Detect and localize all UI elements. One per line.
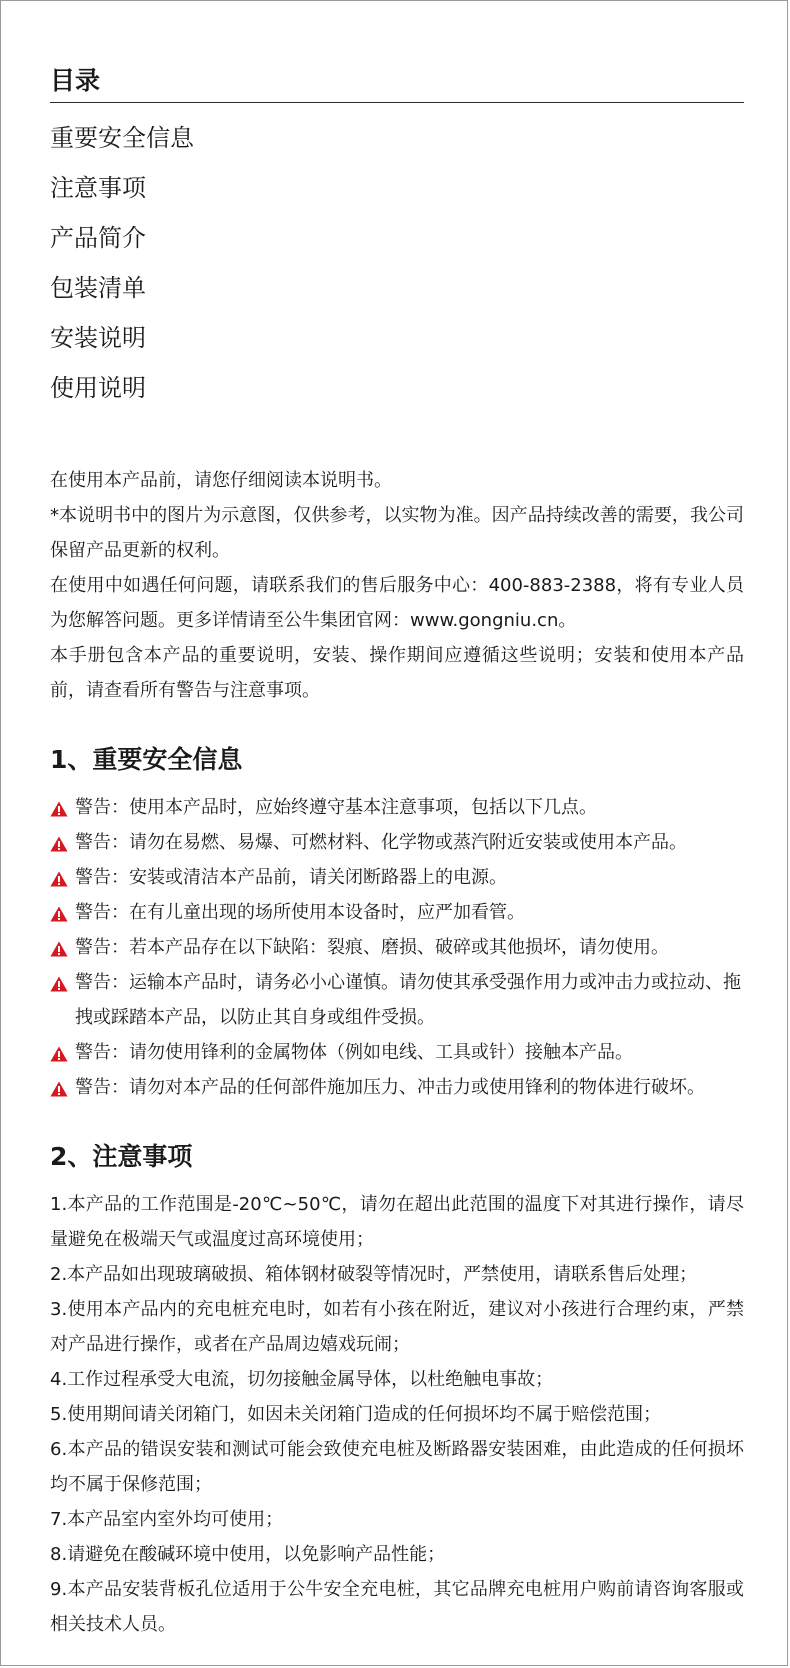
precaution-item: 4.工作过程承受大电流，切勿接触金属导体，以杜绝触电事故； bbox=[50, 1369, 554, 1390]
toc-item-product-intro[interactable]: 产品简介 bbox=[50, 224, 146, 252]
warning-triangle-icon bbox=[50, 836, 68, 852]
precaution-item: 3.使用本产品内的充电桩充电时，如若有小孩在附近，建议对小孩进行合理约束，严禁对产品进行操作，或者在产品周边嬉戏玩闹； bbox=[50, 1299, 744, 1355]
warning-item bbox=[50, 860, 744, 895]
warning-triangle-icon bbox=[50, 976, 68, 992]
warning-text: 警告：请勿使用锋利的金属物体（例如电线、工具或针）接触本产品。 bbox=[75, 1042, 633, 1063]
precaution-item: 6.本产品的错误安装和测试可能会致使充电桩及断路器安装困难，由此造成的任何损坏均不属于保修范围； bbox=[50, 1439, 744, 1495]
warning-text: 警告：若本产品存在以下缺陷：裂痕、磨损、破碎或其他损坏，请勿使用。 bbox=[75, 937, 669, 958]
warning-list bbox=[50, 790, 744, 1105]
warning-triangle-icon bbox=[50, 871, 68, 887]
toc-item-usage[interactable]: 使用说明 bbox=[50, 374, 146, 402]
warning-text: 警告：运输本产品时，请务必小心谨慎。请勿使其承受强作用力或冲击力或拉动、拖拽或踩踏本产品，以防止其自身或组件受损。 bbox=[75, 972, 741, 1028]
toc-item-precautions[interactable]: 注意事项 bbox=[50, 174, 146, 202]
warning-item bbox=[50, 1070, 744, 1105]
warning-item bbox=[50, 1035, 744, 1070]
intro-paragraph: 在使用本产品前，请您仔细阅读本说明书。 bbox=[50, 470, 392, 491]
toc-title: 目录 bbox=[50, 63, 744, 103]
warning-triangle-icon bbox=[50, 941, 68, 957]
toc-item-installation[interactable]: 安装说明 bbox=[50, 324, 146, 352]
warning-triangle-icon bbox=[50, 801, 68, 817]
precaution-item: 9.本产品安装背板孔位适用于公牛安全充电桩，其它品牌充电桩用户购前请咨询客服或相关技术人员。 bbox=[50, 1579, 744, 1635]
toc-item-package-list[interactable]: 包装清单 bbox=[50, 274, 146, 302]
intro-block bbox=[50, 463, 744, 708]
toc-item-safety[interactable]: 重要安全信息 bbox=[50, 124, 194, 152]
warning-item bbox=[50, 965, 744, 1035]
manual-content bbox=[50, 63, 744, 1642]
section-precautions-title: 2、注意事项 bbox=[50, 1142, 193, 1171]
warning-item bbox=[50, 895, 744, 930]
warning-text: 警告：请勿对本产品的任何部件施加压力、冲击力或使用锋利的物体进行破坏。 bbox=[75, 1077, 705, 1098]
warning-item bbox=[50, 930, 744, 965]
warning-text: 警告：安装或清洁本产品前，请关闭断路器上的电源。 bbox=[75, 867, 507, 888]
precaution-item: 8.请避免在酸碱环境中使用，以免影响产品性能； bbox=[50, 1544, 446, 1565]
section-safety-title: 1、重要安全信息 bbox=[50, 745, 243, 774]
precaution-item: 2.本产品如出现玻璃破损、箱体钢材破裂等情况时，严禁使用，请联系售后处理； bbox=[50, 1264, 698, 1285]
warning-triangle-icon bbox=[50, 906, 68, 922]
warning-text: 警告：请勿在易燃、易爆、可燃材料、化学物或蒸汽附近安装或使用本产品。 bbox=[75, 832, 687, 853]
intro-disclaimer: *本说明书中的图片为示意图，仅供参考，以实物为准。因产品持续改善的需要，我公司保留产品更新的权利。 bbox=[50, 505, 744, 561]
intro-service-contact: 在使用中如遇任何问题，请联系我们的售后服务中心：400-883-2388，将有专业人员为您解答问题。更多详情请至公牛集团官网：www.gongniu.cn。 bbox=[50, 575, 744, 631]
warning-triangle-icon bbox=[50, 1046, 68, 1062]
warning-text: 警告：在有儿童出现的场所使用本设备时，应严加看管。 bbox=[75, 902, 525, 923]
toc-list bbox=[50, 113, 744, 413]
intro-manual-note: 本手册包含本产品的重要说明，安装、操作期间应遵循这些说明；安装和使用本产品前，请查看所有警告与注意事项。 bbox=[50, 645, 744, 701]
precaution-item: 5.使用期间请关闭箱门，如因未关闭箱门造成的任何损坏均不属于赔偿范围； bbox=[50, 1404, 662, 1425]
warning-triangle-icon bbox=[50, 1081, 68, 1097]
precaution-item: 7.本产品室内室外均可使用； bbox=[50, 1509, 284, 1530]
warning-item bbox=[50, 790, 744, 825]
precautions-list bbox=[50, 1187, 744, 1642]
warning-text: 警告：使用本产品时，应始终遵守基本注意事项，包括以下几点。 bbox=[75, 797, 597, 818]
warning-item bbox=[50, 825, 744, 860]
precaution-item: 1.本产品的工作范围是-20℃~50℃，请勿在超出此范围的温度下对其进行操作，请尽量避免在极端天气或温度过高环境使用； bbox=[50, 1194, 744, 1250]
